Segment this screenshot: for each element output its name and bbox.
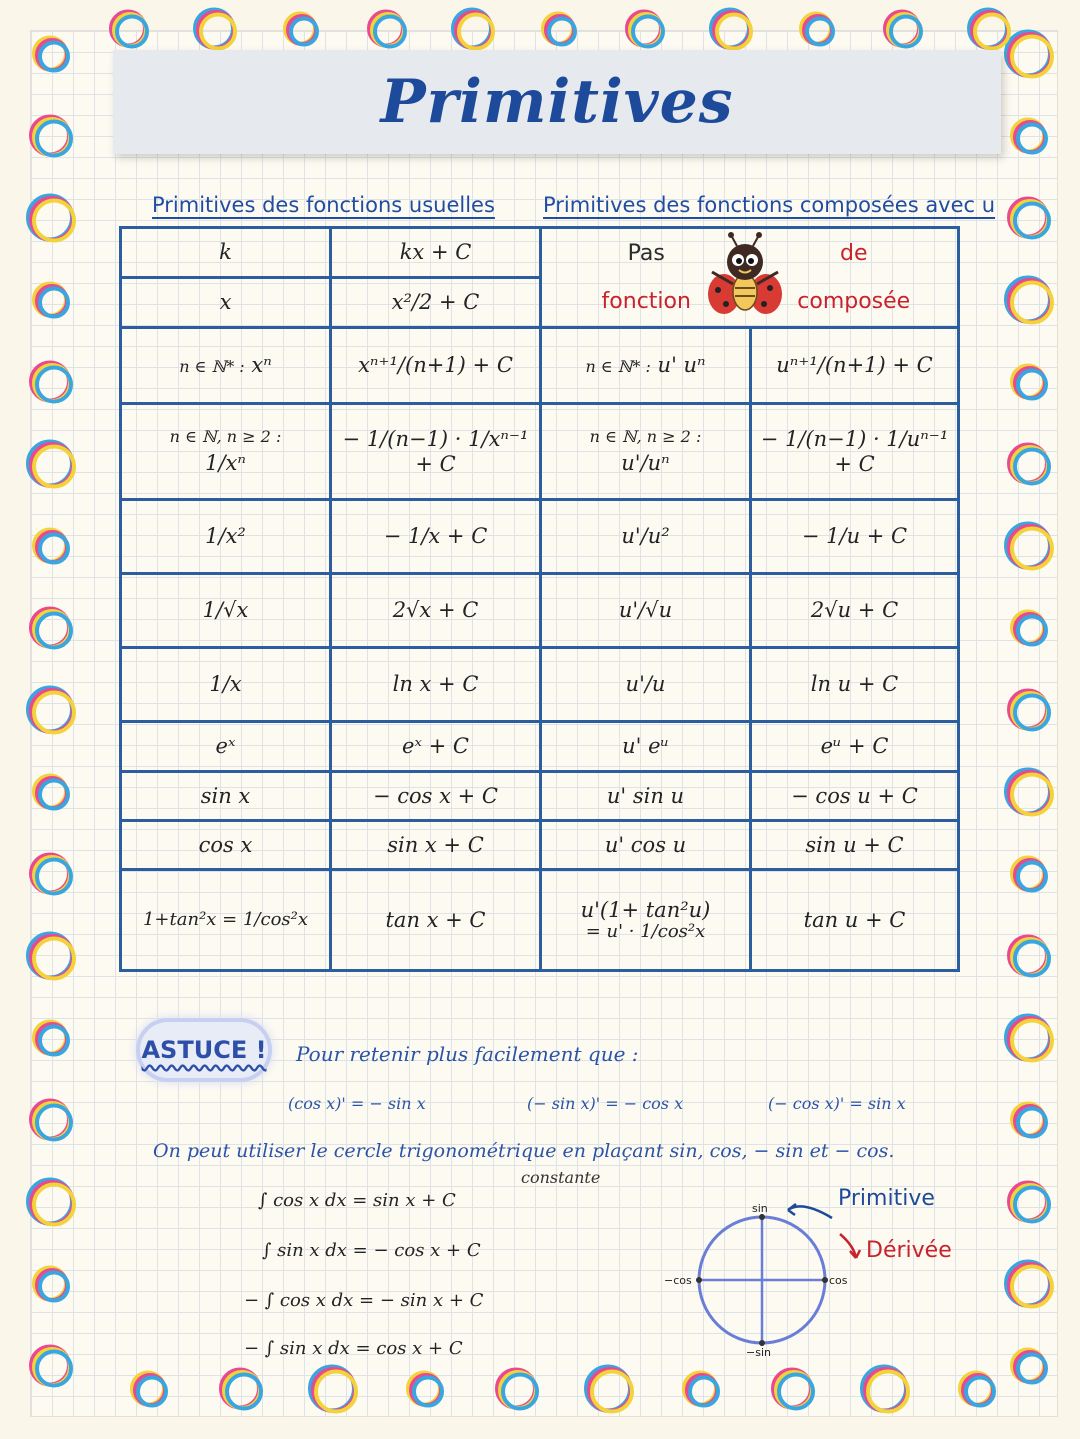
cell-f: 1/x xyxy=(121,648,331,722)
cell-G: 2√u + C xyxy=(751,574,959,648)
cell-f xyxy=(121,404,331,500)
cell-G: eᵘ + C xyxy=(751,722,959,772)
ring-icon xyxy=(1012,529,1052,569)
derivative-neg-cos: (− cos x)' = sin x xyxy=(768,1094,906,1113)
cell-G: − 1/(n−1) · 1/uⁿ⁻¹ + C xyxy=(751,404,959,500)
ring-icon xyxy=(891,17,921,47)
ring-icon xyxy=(592,1372,632,1412)
cell-f: x xyxy=(121,278,331,328)
ring-icon xyxy=(975,15,1009,49)
derivative-cos: (cos x)' = − sin x xyxy=(288,1094,426,1113)
header-fonction: fonction xyxy=(601,289,691,315)
primitives-table xyxy=(119,226,960,972)
circle-label-neg-sin: −sin xyxy=(746,1346,771,1359)
cell-F: kx + C xyxy=(331,228,541,278)
cell-g xyxy=(541,328,751,404)
header-pas: Pas xyxy=(627,240,665,266)
cell-g-expr-2: = u' · 1/cos²x xyxy=(585,920,706,942)
header-composee: composée xyxy=(797,289,911,315)
cell-g: u'/u² xyxy=(541,500,751,574)
ring-icon xyxy=(34,1185,74,1225)
table-row xyxy=(121,500,959,574)
ring-icon xyxy=(1012,37,1052,77)
table-row xyxy=(121,821,959,870)
ring-icon xyxy=(34,939,74,979)
ring-icon xyxy=(1015,450,1049,484)
cell-condition: n ∈ ℕ* : xyxy=(179,357,245,377)
ring-icon xyxy=(1015,204,1049,238)
ring-icon xyxy=(503,1375,537,1409)
ring-icon xyxy=(1012,283,1052,323)
cell-g: u' eᵘ xyxy=(541,722,751,772)
cell-F: sin x + C xyxy=(331,821,541,870)
cell-f: eˣ xyxy=(121,722,331,772)
cell-f-expr: xⁿ xyxy=(251,353,272,378)
ring-icon xyxy=(316,1372,356,1412)
integral-cos: ∫ cos x dx = sin x + C xyxy=(258,1190,456,1211)
ring-icon xyxy=(37,1352,71,1386)
circle-label-cos: cos xyxy=(829,1274,848,1287)
table-row xyxy=(121,404,959,500)
integral-neg-cos: − ∫ cos x dx = − sin x + C xyxy=(244,1290,484,1311)
derivative-neg-sin: (− sin x)' = − cos x xyxy=(527,1094,684,1113)
cell-G: tan u + C xyxy=(751,870,959,971)
legend-derivee: Dérivée xyxy=(866,1238,952,1263)
table-row xyxy=(121,870,959,971)
cell-f xyxy=(121,328,331,404)
ring-icon xyxy=(459,15,493,49)
header-de: de xyxy=(840,240,868,266)
ring-icon xyxy=(201,15,235,49)
ring-icon xyxy=(1015,1188,1049,1222)
ring-icon xyxy=(1015,696,1049,730)
ring-icon xyxy=(117,17,147,47)
ring-icon xyxy=(34,447,74,487)
cell-g-expr: u'/uⁿ xyxy=(621,450,670,475)
integral-sin: ∫ sin x dx = − cos x + C xyxy=(262,1240,481,1261)
section-title-usual: Primitives des fonctions usuelles xyxy=(152,193,495,217)
cell-condition: n ∈ ℕ, n ≥ 2 : xyxy=(169,427,282,447)
cell-g-expr: u'(1+ tan²u) xyxy=(580,897,711,922)
cell-G: sin u + C xyxy=(751,821,959,870)
circle-sentence: On peut utiliser le cercle trigonométrique en plaçant sin, cos, − sin et − cos. xyxy=(153,1140,895,1162)
ladybug-mascot-icon xyxy=(706,232,784,324)
cell-G: − cos u + C xyxy=(751,772,959,821)
table-row xyxy=(121,278,959,328)
constante-note: constante xyxy=(521,1168,601,1187)
cell-g: u' cos u xyxy=(541,821,751,870)
cell-g: u'/√u xyxy=(541,574,751,648)
cell-g xyxy=(541,870,751,971)
section-title-composed: Primitives des fonctions composées avec u xyxy=(543,193,996,217)
title-banner xyxy=(113,50,1001,154)
cell-F: xⁿ⁺¹/(n+1) + C xyxy=(331,328,541,404)
ring-icon xyxy=(633,17,663,47)
page-title: Primitives xyxy=(380,67,734,137)
table-row xyxy=(121,722,959,772)
cell-F: tan x + C xyxy=(331,870,541,971)
table-row xyxy=(121,574,959,648)
astuce-badge xyxy=(140,1022,268,1078)
ring-icon xyxy=(34,201,74,241)
circle-label-sin: sin xyxy=(752,1202,768,1215)
cell-G: ln u + C xyxy=(751,648,959,722)
ring-icon xyxy=(779,1375,813,1409)
ring-icon xyxy=(1012,1267,1052,1307)
cell-F: 2√x + C xyxy=(331,574,541,648)
integral-neg-sin: − ∫ sin x dx = cos x + C xyxy=(244,1338,463,1359)
table-row xyxy=(121,648,959,722)
cell-f: sin x xyxy=(121,772,331,821)
cell-f: 1/√x xyxy=(121,574,331,648)
ring-icon xyxy=(37,368,71,402)
cell-g: u'/u xyxy=(541,648,751,722)
cell-g: u' sin u xyxy=(541,772,751,821)
cell-f: k xyxy=(121,228,331,278)
ring-icon xyxy=(34,693,74,733)
ring-icon xyxy=(375,17,405,47)
astuce-label: ASTUCE ! xyxy=(141,1036,267,1064)
cell-condition: n ∈ ℕ, n ≥ 2 : xyxy=(589,427,702,447)
ring-icon xyxy=(717,15,751,49)
astuce-intro: Pour retenir plus facilement que : xyxy=(296,1042,639,1066)
cell-condition: n ∈ ℕ* : xyxy=(585,357,651,377)
cell-f-expr: 1/xⁿ xyxy=(205,450,246,475)
cell-G: uⁿ⁺¹/(n+1) + C xyxy=(751,328,959,404)
cell-F: − 1/(n−1) · 1/xⁿ⁻¹ + C xyxy=(331,404,541,500)
cell-f: 1/x² xyxy=(121,500,331,574)
table-row xyxy=(121,328,959,404)
ring-icon xyxy=(37,860,71,894)
cell-F: eˣ + C xyxy=(331,722,541,772)
cell-F: − 1/x + C xyxy=(331,500,541,574)
cell-F: − cos x + C xyxy=(331,772,541,821)
ring-icon xyxy=(37,614,71,648)
ring-icon xyxy=(37,1106,71,1140)
cell-F: x²/2 + C xyxy=(331,278,541,328)
ring-icon xyxy=(37,122,71,156)
table-row xyxy=(121,772,959,821)
legend-primitive: Primitive xyxy=(838,1186,935,1211)
cell-F: ln x + C xyxy=(331,648,541,722)
ring-icon xyxy=(1012,1021,1052,1061)
ring-icon xyxy=(868,1372,908,1412)
ring-icon xyxy=(1012,775,1052,815)
cell-f: cos x xyxy=(121,821,331,870)
table-row xyxy=(121,228,959,278)
circle-label-neg-cos: −cos xyxy=(664,1274,692,1287)
cell-f: 1+tan²x = 1/cos²x xyxy=(121,870,331,971)
cell-g xyxy=(541,404,751,500)
ring-icon xyxy=(227,1375,261,1409)
ring-icon xyxy=(1015,942,1049,976)
cell-g-expr: u' uⁿ xyxy=(657,353,706,378)
cell-G: − 1/u + C xyxy=(751,500,959,574)
